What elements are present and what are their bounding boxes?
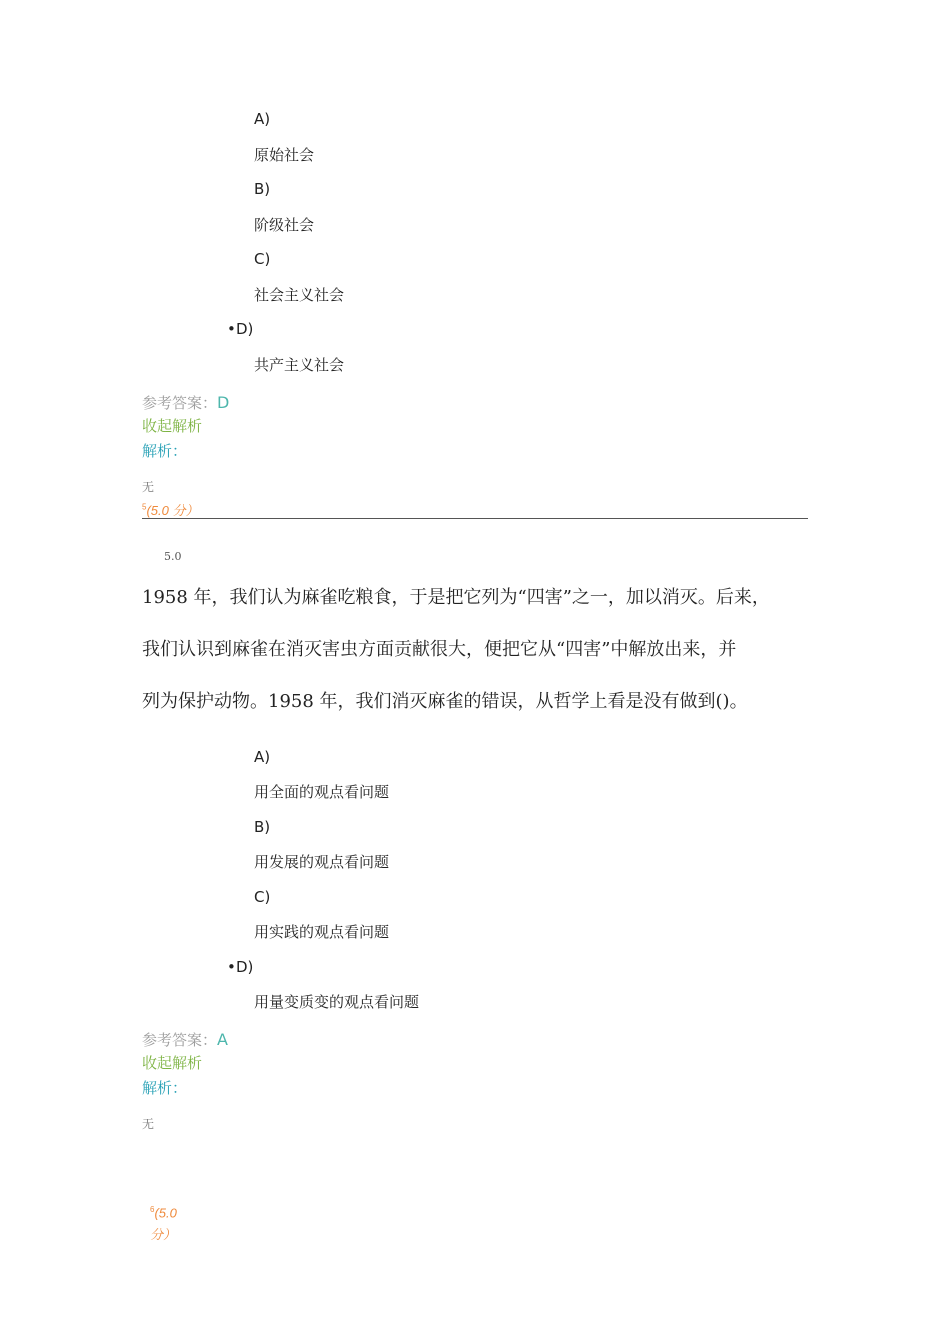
q1-option-c-letter[interactable]: C) xyxy=(254,250,271,268)
q2-answer-label: 参考答案： xyxy=(142,1031,218,1049)
q2-analysis-text: 无 xyxy=(142,1117,155,1131)
q1-option-c-text: 社会主义社会 xyxy=(254,286,345,304)
q1-option-d-text: 共产主义社会 xyxy=(254,356,345,374)
question-divider xyxy=(142,518,808,519)
q1-score xyxy=(142,500,198,519)
q2-option-d-text: 用量变质变的观点看问题 xyxy=(254,993,420,1011)
q3-score-index: 6 xyxy=(150,1205,155,1214)
q1-analysis-label: 解析： xyxy=(142,442,188,460)
q1-analysis-text: 无 xyxy=(142,480,155,494)
q3-score-value: (5.0 xyxy=(154,1205,177,1221)
q1-selected-bullet-icon: • xyxy=(227,320,236,338)
q2-selected-bullet-icon: • xyxy=(227,958,236,976)
q1-collapse-analysis-link[interactable]: 收起解析 xyxy=(142,417,203,435)
q2-text-line-3: 列为保护动物。1958 年，我们消灭麻雀的错误，从哲学上看是没有做到()。 xyxy=(142,691,748,712)
q1-answer-label: 参考答案： xyxy=(142,394,218,412)
q1-option-d-letter[interactable]: D) xyxy=(236,320,254,338)
q2-option-c-text: 用实践的观点看问题 xyxy=(254,923,390,941)
q2-text-line-2: 我们认识到麻雀在消灭害虫方面贡献很大，便把它从“四害”中解放出来，并 xyxy=(142,639,737,660)
q2-option-b-text: 用发展的观点看问题 xyxy=(254,853,390,871)
q2-option-b-letter[interactable]: B) xyxy=(254,818,271,836)
q1-answer-value: D xyxy=(217,393,230,412)
q2-option-d-letter[interactable]: D) xyxy=(236,958,254,976)
q2-reference-answer xyxy=(142,1029,228,1050)
q2-answer-value: A xyxy=(217,1030,228,1049)
q3-score-line-2: 分） xyxy=(150,1227,177,1242)
q2-option-c-letter[interactable]: C) xyxy=(254,888,271,906)
q1-reference-answer xyxy=(142,392,229,413)
q1-score-text: (5.0 分） xyxy=(146,503,199,518)
q2-collapse-analysis-link[interactable]: 收起解析 xyxy=(142,1054,203,1072)
q1-option-a-text: 原始社会 xyxy=(254,146,315,164)
q2-score-value: 5.0 xyxy=(164,550,182,563)
q1-score-index: 5 xyxy=(142,502,147,512)
q2-text-line-1: 1958 年，我们认为麻雀吃粮食，于是把它列为“四害”之一，加以消灭。后来， xyxy=(142,587,770,608)
q2-analysis-label: 解析： xyxy=(142,1079,188,1097)
q2-option-a-text: 用全面的观点看问题 xyxy=(254,783,390,801)
q3-score-line-1 xyxy=(150,1205,177,1220)
q1-option-a-letter[interactable]: A) xyxy=(254,110,271,128)
q2-option-a-letter[interactable]: A) xyxy=(254,748,271,766)
q1-option-b-letter[interactable]: B) xyxy=(254,180,271,198)
q1-option-b-text: 阶级社会 xyxy=(254,216,315,234)
